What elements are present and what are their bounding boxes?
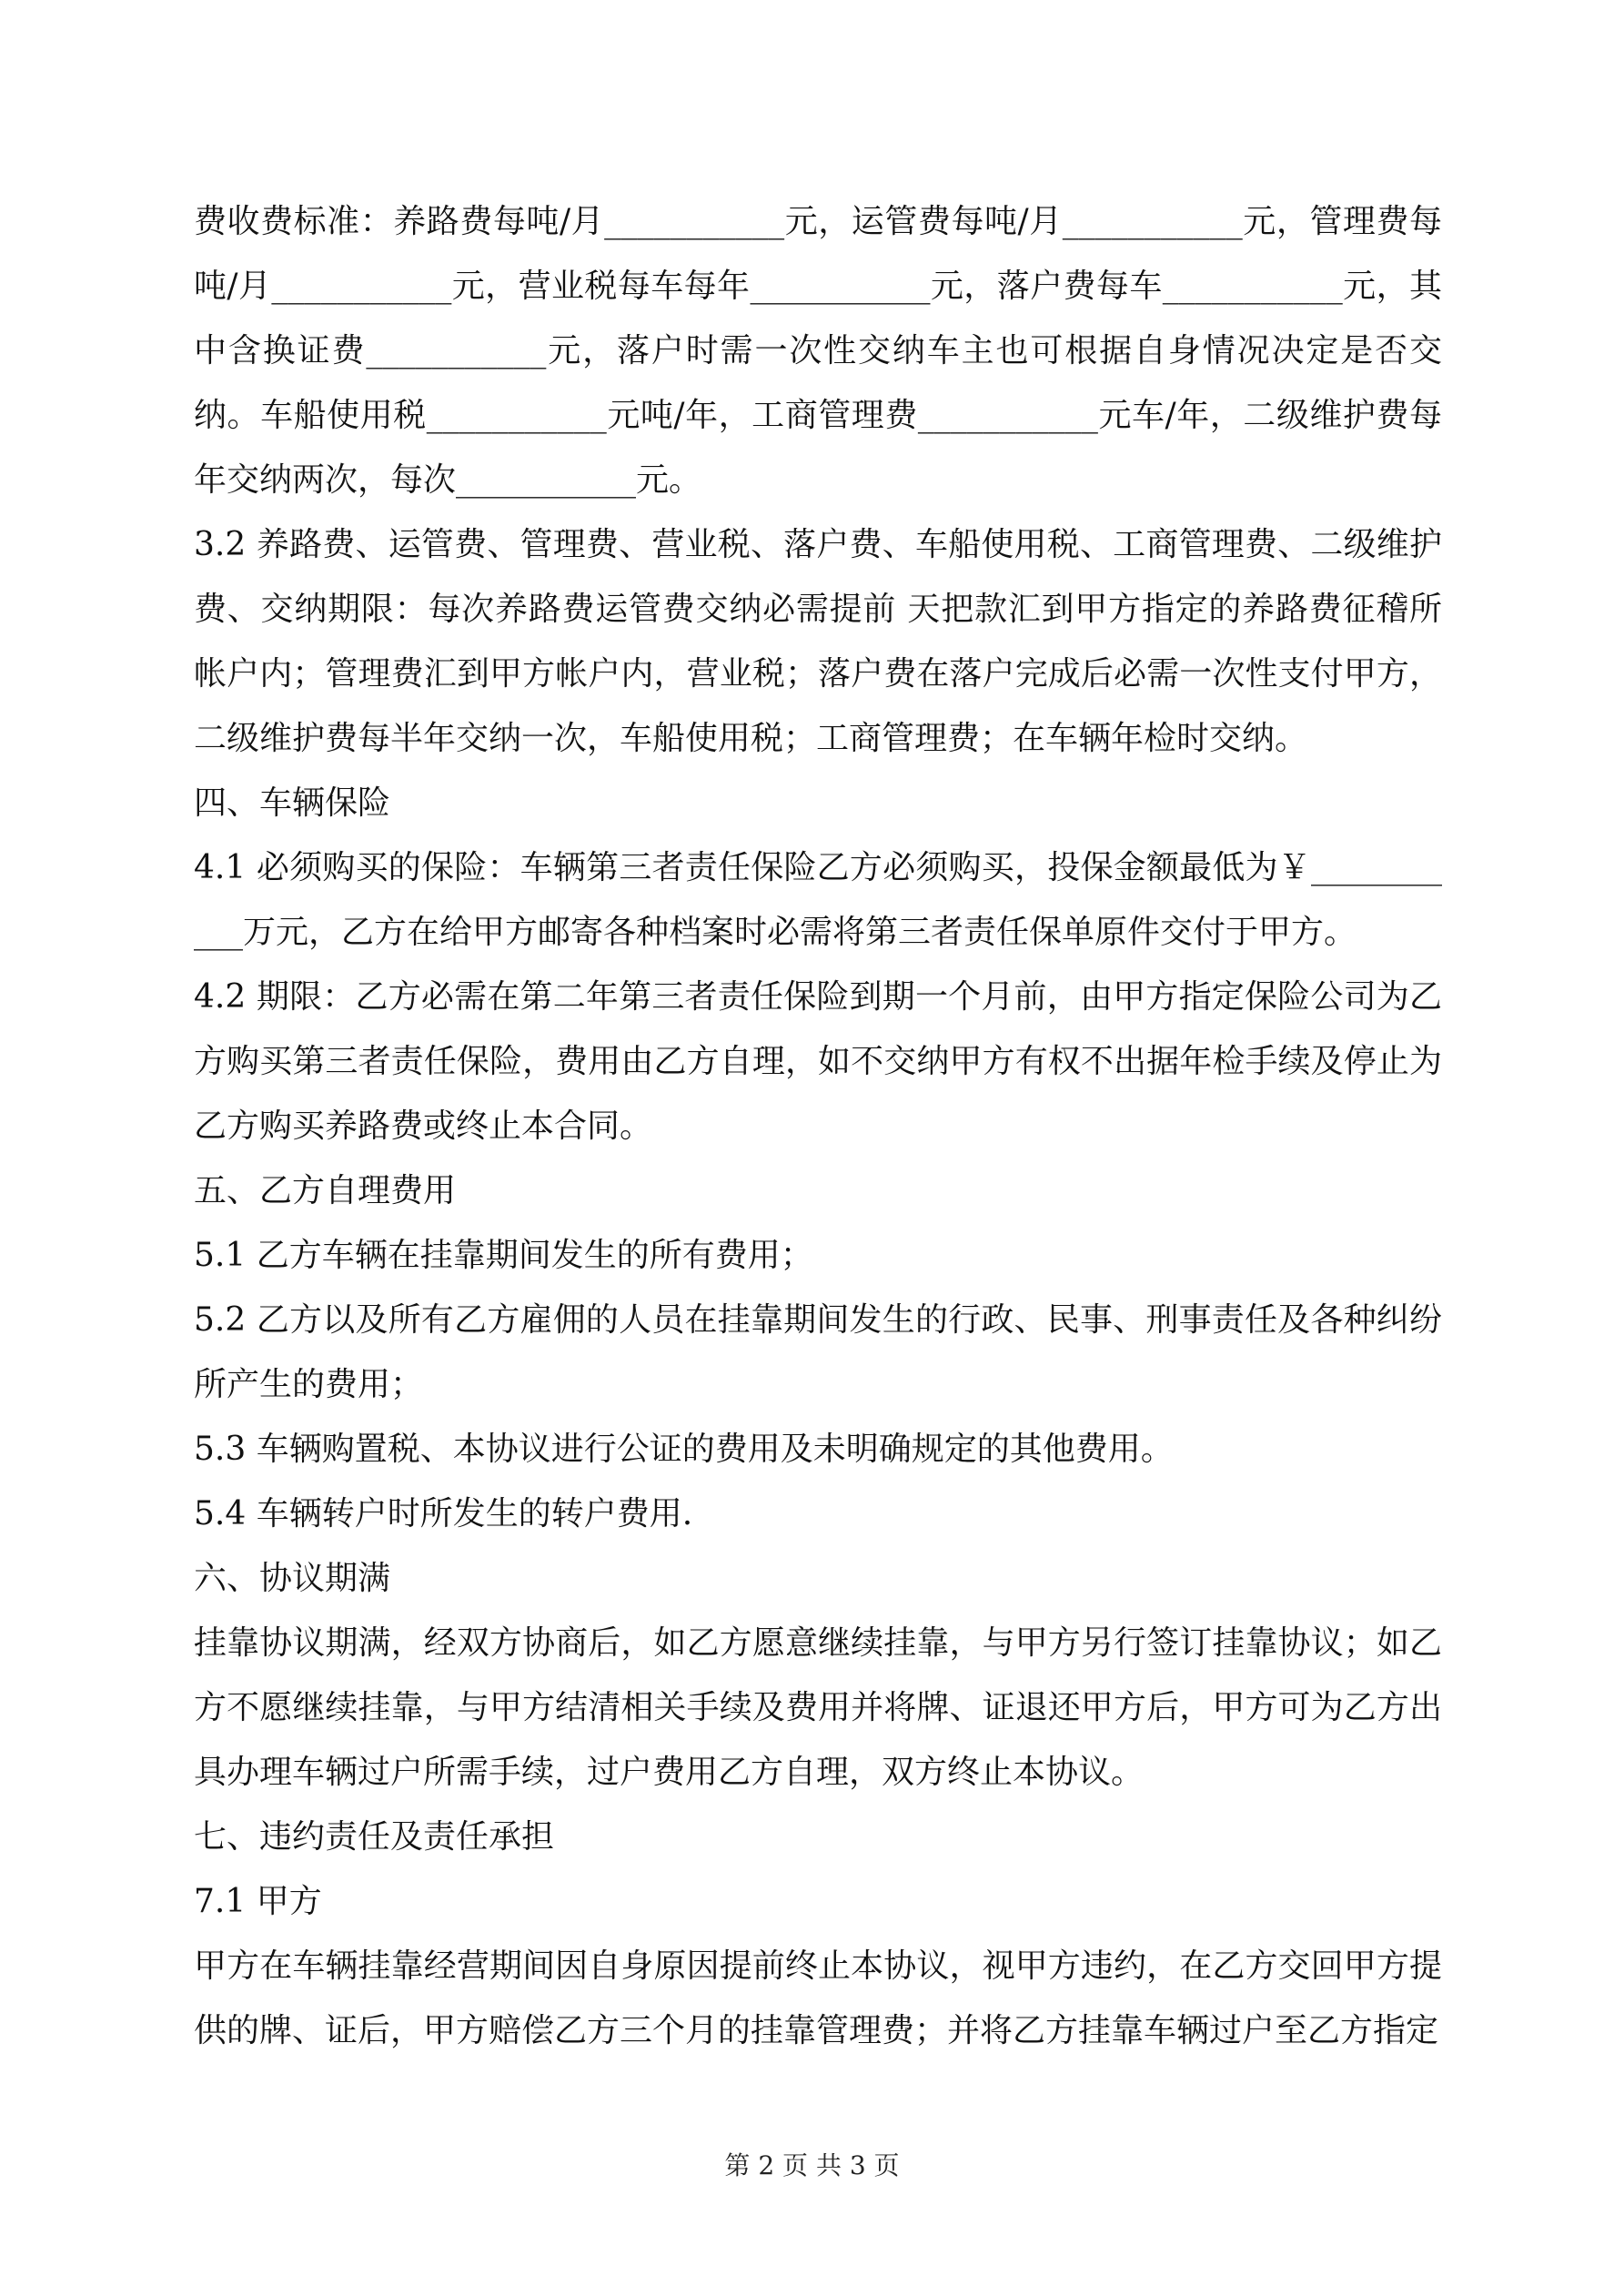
paragraph-3-2: 3.2 养路费、运管费、管理费、营业税、落户费、车船使用税、工商管理费、二级维护费、交纳期限：每次养路费运管费交纳必需提前 天把款汇到甲方指定的养路费征稽所帐户内；管理费汇到甲方帐户内，营业税；落户费在落户完成后必需一次性支付甲方，二级维护费每半年交纳一次，车船使用税；工商管理费；在车辆年检时交纳。 — [194, 526, 1442, 757]
paragraph-6: 挂靠协议期满，经双方协商后，如乙方愿意继续挂靠，与甲方另行签订挂靠协议；如乙方不愿继续挂靠，与甲方结清相关手续及费用并将牌、证退还甲方后，甲方可为乙方出具办理车辆过户所需手续，过户费用乙方自理，双方终止本协议。 — [194, 1624, 1442, 1791]
paragraph-5-2: 5.2 乙方以及所有乙方雇佣的人员在挂靠期间发生的行政、民事、刑事责任及各种纠纷所产生的费用； — [194, 1301, 1442, 1403]
paragraph-5-4: 5.4 车辆转户时所发生的转户费用. — [194, 1495, 693, 1532]
section-heading-4: 四、车辆保险 — [194, 784, 391, 822]
paragraph-7-1: 甲方在车辆挂靠经营期间因自身原因提前终止本协议，视甲方违约，在乙方交回甲方提供的牌、证后，甲方赔偿乙方三个月的挂靠管理费；并将乙方挂靠车辆过户至乙方指定 — [194, 1947, 1442, 2049]
paragraph-5-3: 5.3 车辆购置税、本协议进行公证的费用及未明确规定的其他费用。 — [194, 1431, 1174, 1468]
paragraph-4-2: 4.2 期限：乙方必需在第二年第三者责任保险到期一个月前，由甲方指定保险公司为乙方购买第三者责任保险，费用由乙方自理，如不交纳甲方有权不出据年检手续及停止为乙方购买养路费或终止本合同。 — [194, 978, 1442, 1145]
paragraph-fee-standard: 费收费标准：养路费每吨/月___________元，运管费每吨/月___________元，管理费每吨/月___________元，营业税每车每年___________元，落户费每车___________元，其中含换证费___________元，落户时需一次性交纳车主也可根据自身情况决定是否交纳。车船使用税___________元吨/年，工商管理费___________元车/年，二级维护费每年交纳两次，每次___________元。 — [194, 203, 1442, 499]
section-heading-7: 七、违约责任及责任承担 — [194, 1818, 555, 1856]
page-number-footer: 第 2 页 共 3 页 — [724, 2150, 900, 2180]
section-heading-6: 六、协议期满 — [194, 1560, 391, 1597]
section-heading-5: 五、乙方自理费用 — [194, 1172, 457, 1209]
document-body — [194, 189, 1442, 2063]
subsection-heading-7-1: 7.1 甲方 — [194, 1883, 322, 1920]
paragraph-5-1: 5.1 乙方车辆在挂靠期间发生的所有费用； — [194, 1237, 813, 1274]
paragraph-4-1: 4.1 必须购买的保险：车辆第三者责任保险乙方必须购买，投保金额最低为￥___________万元，乙方在给甲方邮寄各种档案时必需将第三者责任保单原件交付于甲方。 — [194, 849, 1442, 951]
